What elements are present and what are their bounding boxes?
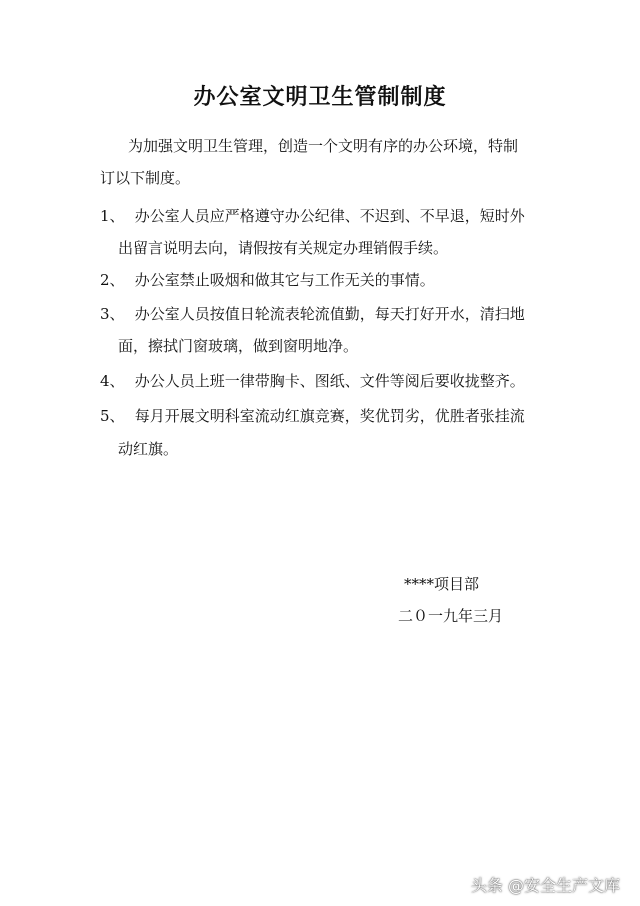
document-title: 办公室文明卫生管制制度: [193, 84, 447, 110]
rule-text-line1: 办公室人员应严格遵守办公纪律、不迟到、不早退，短时外: [134, 207, 525, 225]
rule-text-line1: 办公人员上班一律带胸卡、图纸、文件等阅后要收拢整齐。: [134, 372, 525, 390]
rule-item-4: [100, 365, 525, 397]
signature-org: ****项目部: [404, 575, 480, 593]
rule-text-line2: 动红旗。: [118, 440, 179, 458]
rule-number: 1、: [100, 207, 125, 225]
intro-paragraph-line1: 为加强文明卫生管理，创造一个文明有序的办公环境，特制: [128, 137, 519, 155]
watermark: 头条 @安全生产文库: [470, 876, 620, 895]
rule-text-line1: 办公室禁止吸烟和做其它与工作无关的事情。: [134, 271, 435, 289]
rule-item-3: [100, 298, 525, 330]
rule-number: 3、: [100, 305, 125, 323]
rule-text-line1: 每月开展文明科室流动红旗竞赛，奖优罚劣，优胜者张挂流: [134, 407, 525, 425]
rule-text-line1: 办公室人员按值日轮流表轮流值勤，每天打好开水，清扫地: [134, 305, 525, 323]
rule-number: 5、: [100, 407, 125, 425]
rule-number: 2、: [100, 271, 125, 289]
intro-paragraph-line2: 订以下制度。: [100, 169, 191, 187]
rule-text-line2: 出留言说明去向，请假按有关规定办理销假手续。: [118, 239, 449, 257]
rule-item-2: [100, 264, 435, 296]
rule-item-1: [100, 200, 525, 232]
signature-date: 二０一九年三月: [398, 607, 504, 625]
rule-item-5: [100, 400, 525, 432]
rule-text-line2: 面，擦拭门窗玻璃，做到窗明地净。: [118, 337, 359, 355]
rule-number: 4、: [100, 372, 125, 390]
